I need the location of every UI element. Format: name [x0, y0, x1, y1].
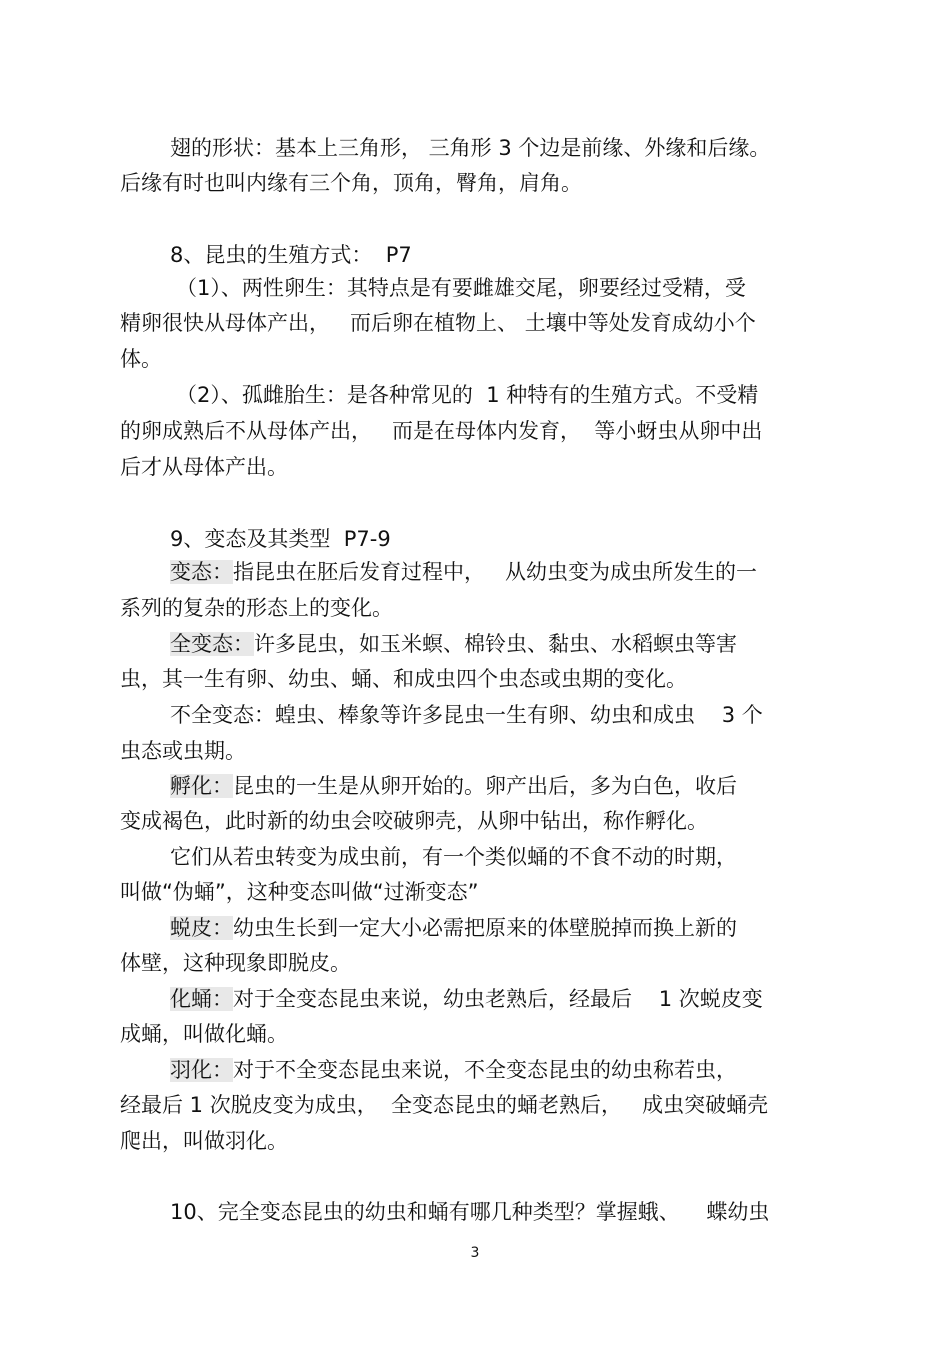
fuhua-term: 孵化：: [170, 774, 233, 798]
guojian-line-1: 它们从若虫转变为成虫前，有一个类似蛹的不食不动的时期，: [170, 845, 737, 869]
huayong-term: 化蛹：: [170, 987, 233, 1011]
section-9-heading: 9、变态及其类型 P7-9: [170, 527, 391, 551]
guojian-line-2: 叫做“伪蛹”，这种变态叫做“过渐变态”: [120, 880, 479, 904]
yuhua-term: 羽化：: [170, 1058, 233, 1082]
quanbiantai-text: 许多昆虫，如玉米螟、棉铃虫、黏虫、水稻螟虫等害: [254, 632, 737, 656]
s8-p2-line-2: 的卵成熟后不从母体产出， 而是在母体内发育， 等小蚜虫从卵中出: [120, 419, 763, 443]
yuhua-line-1: [170, 1055, 737, 1085]
huayong-text: 对于全变态昆虫来说，幼虫老熟后，经最后 1 次蜕皮变: [233, 987, 763, 1011]
yuhua-text: 对于不全变态昆虫来说，不全变态昆虫的幼虫称若虫，: [233, 1058, 737, 1082]
huayong-line-2: 成蛹，叫做化蛹。: [120, 1022, 288, 1046]
s8-p1-line-1: （1）、两性卵生：其特点是有要雌雄交尾，卵要经过受精，受: [176, 276, 746, 300]
huayong-line-1: [170, 984, 763, 1014]
tuipi-line-1: [170, 913, 737, 943]
wing-line-1: 翅的形状：基本上三角形， 三角形 3 个边是前缘、外缘和后缘。: [170, 136, 771, 160]
biantai-term: 变态：: [170, 560, 233, 584]
wing-line-2: 后缘有时也叫内缘有三个角，顶角，臀角，肩角。: [120, 171, 582, 195]
quanbiantai-line-1: [170, 629, 737, 659]
biantai-line-2: 系列的复杂的形态上的变化。: [120, 596, 393, 620]
s8-p2-line-3: 后才从母体产出。: [120, 455, 288, 479]
fuhua-line-2: 变成褐色，此时新的幼虫会咬破卵壳，从卵中钻出，称作孵化。: [120, 809, 708, 833]
tuipi-line-2: 体壁，这种现象即脱皮。: [120, 951, 351, 975]
s8-p1-line-3: 体。: [120, 347, 162, 371]
fuhua-text: 昆虫的一生是从卵开始的。卵产出后，多为白色，收后: [233, 774, 737, 798]
quanbiantai-term: 全变态：: [170, 632, 254, 656]
section-10-heading: 10、完全变态昆虫的幼虫和蛹有哪几种类型？掌握蛾、 蝶幼虫: [170, 1200, 770, 1224]
buquanbiantai-line-1: 不全变态：蝗虫、棒象等许多昆虫一生有卵、幼虫和成虫 3 个: [170, 703, 763, 727]
yuhua-line-3: 爬出，叫做羽化。: [120, 1129, 288, 1153]
s8-p1-line-2: 精卵很快从母体产出， 而后卵在植物上、 土壤中等处发育成幼小个: [120, 311, 756, 335]
s8-p2-line-1: （2）、孤雌胎生：是各种常见的 1 种特有的生殖方式。不受精: [176, 383, 759, 407]
page-number: 3: [470, 1245, 480, 1261]
buquanbiantai-line-2: 虫态或虫期。: [120, 739, 246, 763]
tuipi-term: 蜕皮：: [170, 916, 233, 940]
tuipi-text: 幼虫生长到一定大小必需把原来的体壁脱掉而换上新的: [233, 916, 737, 940]
fuhua-line-1: [170, 771, 737, 801]
biantai-text: 指昆虫在胚后发育过程中， 从幼虫变为成虫所发生的一: [233, 560, 758, 584]
quanbiantai-line-2: 虫，其一生有卵、幼虫、蛹、和成虫四个虫态或虫期的变化。: [120, 667, 687, 691]
biantai-line-1: [170, 557, 757, 587]
yuhua-line-2: 经最后 1 次脱皮变为成虫， 全变态昆虫的蛹老熟后， 成虫突破蛹壳: [120, 1093, 769, 1117]
section-8-heading: 8、昆虫的生殖方式： P7: [170, 243, 412, 267]
